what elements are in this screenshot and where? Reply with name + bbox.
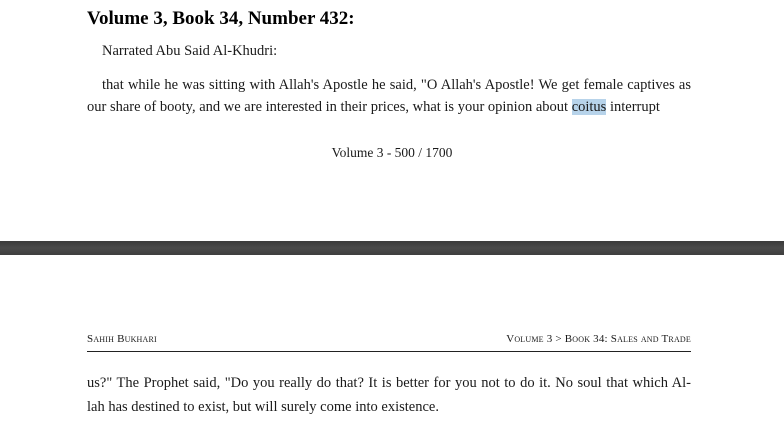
narrator-line: Narrated Abu Said Al-Khudri: [102,43,278,59]
text-after-selection: interrupt [606,99,660,115]
hadith-text-line-2 [87,95,691,119]
selected-text-highlight[interactable]: coitus [571,99,607,115]
running-header [87,333,691,352]
running-header-chapter: Volume 3 > Book 34: Sales and Trade [506,333,691,345]
continued-text-line-2: lah has destined to exist, but will surely come into existence. [87,399,439,415]
text-before-selection: our share of booty, and we are interested in their prices, what is your opinion about [87,99,572,115]
running-header-book-title: Sahih Bukhari [87,333,157,345]
page-separator [0,241,784,255]
continued-text-line-1: us?" The Prophet said, "Do you really do that? It is better for you not to do it. No soul that which Al- [87,375,691,391]
hadith-heading: Volume 3, Book 34, Number 432: [87,8,355,29]
hadith-text-line-1: that while he was sitting with Allah's Apostle he said, "O Allah's Apostle! We get female captives as [102,77,691,93]
page-counter: Volume 3 - 500 / 1700 [331,145,453,160]
